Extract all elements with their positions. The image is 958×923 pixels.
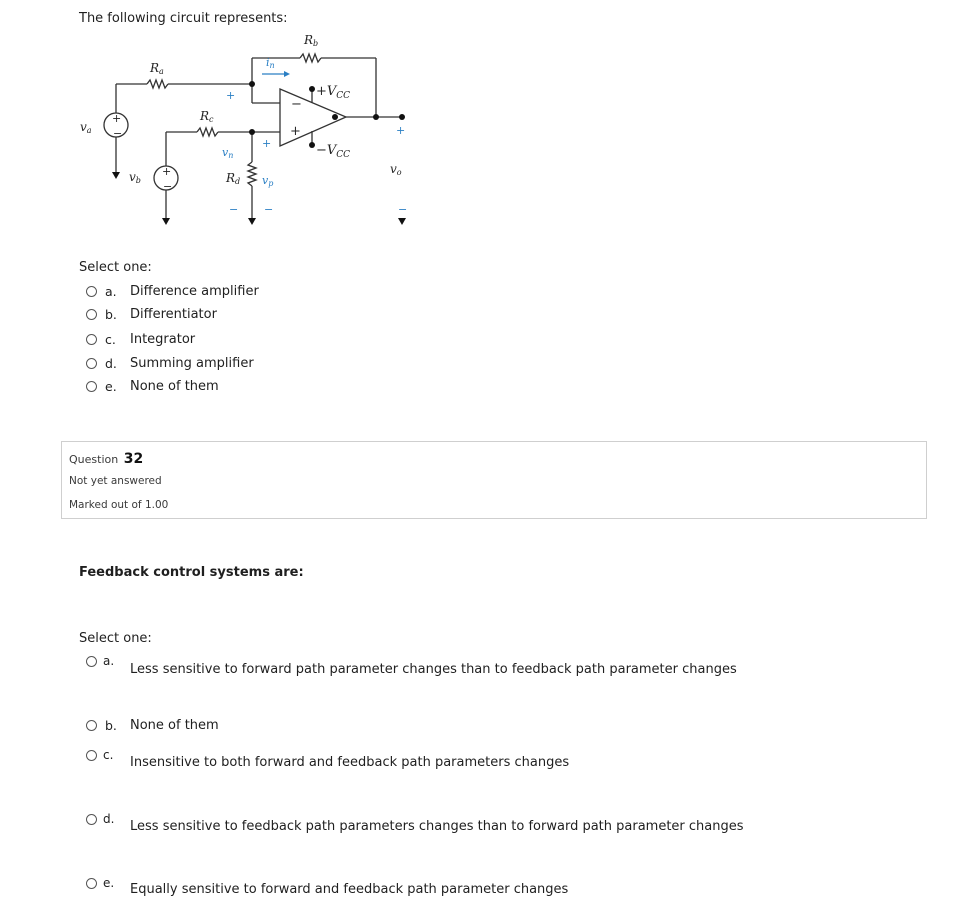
q31-option-e[interactable]: e. None of them [86,379,219,394]
svg-text:Rd: Rd [226,171,241,186]
svg-text:+: + [162,165,172,178]
question-32-prompt: Feedback control systems are: [79,565,304,580]
radio-button[interactable] [86,358,97,369]
svg-text:vo: vo [390,162,402,177]
svg-text:−: − [398,203,408,216]
svg-text:Rc: Rc [200,109,214,124]
radio-button[interactable] [86,656,97,667]
resistor-ra [147,80,168,88]
resistor-rb [300,54,321,62]
svg-text:−: − [264,203,274,216]
svg-text:Ra: Ra [150,61,164,76]
svg-text:−: − [229,203,239,216]
svg-text:+: + [396,124,406,137]
question-state: Not yet answered [69,475,162,487]
svg-text:−VCC: $-V_{CC}$ [316,143,351,160]
radio-button[interactable] [86,381,97,392]
question-32-info-box [61,441,927,519]
radio-button[interactable] [86,334,97,345]
radio-button[interactable] [86,878,97,889]
q32-option-a[interactable]: a. Less sensitive to forward path parameter changes than to feedback path parameter changes [86,654,114,668]
svg-text:+: + [290,124,301,139]
svg-text:+: + [112,112,122,125]
resistor-rc [197,128,218,136]
radio-button[interactable] [86,750,97,761]
svg-text:−: − [163,180,173,193]
svg-text:vp: vp [262,174,274,188]
q31-option-b[interactable]: b. Differentiator [86,307,217,322]
q32-option-b[interactable]: b. None of them [86,718,117,733]
svg-text:vn: vn [222,146,234,160]
q32-option-d[interactable]: d. Less sensitive to feedback path parameters changes than to forward path parameter changes [86,812,114,826]
question-mark: Marked out of 1.00 [69,499,169,511]
resistor-rd [248,162,256,186]
question-31-prompt: The following circuit represents: [79,11,288,26]
svg-text:+VCC: $+V_{CC}$ [316,84,351,101]
radio-button[interactable] [86,814,97,825]
question-31-select-label: Select one: [79,260,152,275]
circuit-diagram [0,0,958,240]
q32-option-c[interactable]: c. Insensitive to both forward and feedback path parameters changes [86,748,113,762]
svg-text:in: in [266,56,275,70]
svg-text:Rb: Rb [304,33,319,48]
svg-text:+: + [262,137,272,150]
radio-button[interactable] [86,309,97,320]
question-32-select-label: Select one: [79,631,152,646]
radio-button[interactable] [86,720,97,731]
radio-button[interactable] [86,286,97,297]
q31-option-c[interactable]: c. Integrator [86,332,195,347]
q32-option-e[interactable]: e. Equally sensitive to forward and feedback path parameter changes [86,876,114,890]
question-number: Question 32 [69,451,144,467]
q31-option-d[interactable]: d. Summing amplifier [86,356,254,371]
svg-text:−: − [113,127,123,140]
svg-text:−: − [291,97,302,112]
q31-option-a[interactable]: a. Difference amplifier [86,284,259,299]
svg-text:vb: vb [129,170,141,185]
svg-text:va: va [80,120,92,135]
svg-text:+: + [226,89,236,102]
